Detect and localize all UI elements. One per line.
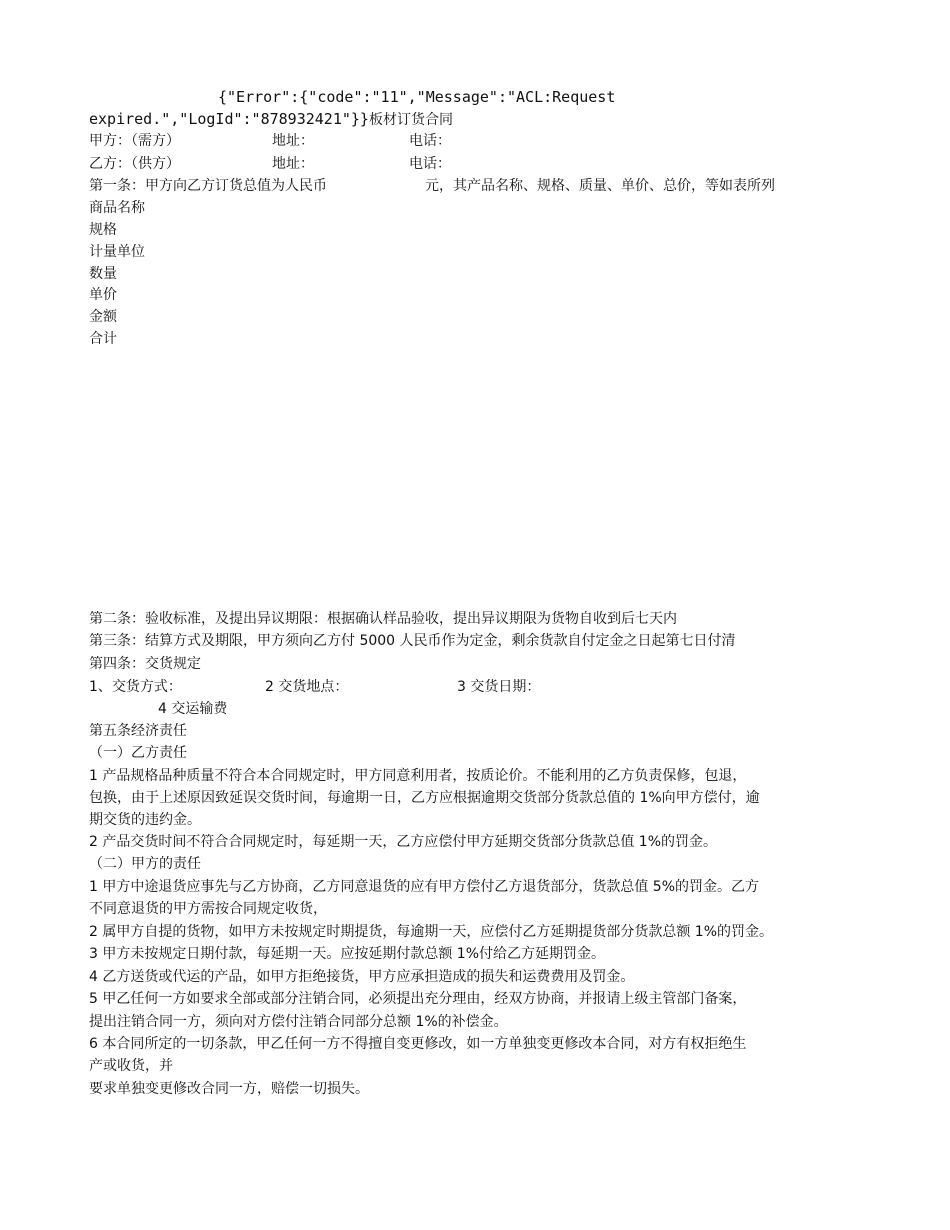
article1-rest: 元，其产品名称、规格、质量、单价、总价，等如表所列	[425, 178, 775, 194]
buyer-clause4: 4 乙方送货或代运的产品，如甲方拒绝接货，甲方应承担造成的损失和运费费用及罚金。	[89, 969, 635, 985]
party-a-label: 甲方：（需方）	[89, 133, 180, 149]
delivery-method: 1、交货方式：	[89, 679, 182, 695]
error-message-line2: expired.","LogId":"878932421"}}	[89, 110, 369, 128]
delivery-place: 2 交货地点：	[265, 679, 349, 695]
article5-title: 第五条经济责任	[89, 723, 187, 739]
error-message-line1: {"Error":{"code":"11","Message":"ACL:Request	[218, 88, 616, 106]
party-b-label: 乙方：（供方）	[89, 156, 180, 172]
article2: 第二条：验收标准，及提出异议期限：根据确认样品验收，提出异议期限为货物自收到后七天内	[89, 611, 677, 627]
document-title: 板材订货合同	[368, 112, 453, 128]
party-b-phone: 电话：	[409, 156, 451, 172]
buyer-clause2: 2 属甲方自提的货物，如甲方未按规定时期提货，每逾期一天，应偿付乙方延期提货部分货款总额 1%的罚金。	[89, 924, 774, 940]
table-header-spec: 规格	[89, 222, 117, 238]
table-header-unit-price: 单价	[89, 287, 117, 303]
article4-title: 第四条：交货规定	[89, 656, 201, 672]
shipping-fee: 4 交运输费	[158, 701, 228, 717]
table-header-product-name: 商品名称	[89, 200, 145, 216]
buyer-clause6-line1: 6 本合同所定的一切条款，甲乙任何一方不得擅自变更修改，如一方单独变更修改本合同，对方有权拒绝生	[89, 1036, 747, 1052]
article3: 第三条：结算方式及期限，甲方须向乙方付 5000 人民币作为定金，剩余货款自付定金之日起第七日付清	[89, 633, 736, 649]
supplier-clause1-line1: 1 产品规格品种质量不符合本合同规定时，甲方同意利用者，按质论价。不能利用的乙方负责保修，包退，	[89, 768, 747, 784]
supplier-clause1-line3: 期交货的违约金。	[89, 812, 201, 828]
title-line	[89, 110, 453, 129]
delivery-date: 3 交货日期：	[457, 679, 541, 695]
buyer-clause5-line1: 5 甲乙任何一方如要求全部或部分注销合同，必须提出充分理由，经双方协商，并报请上级主管部门备案，	[89, 991, 747, 1007]
supplier-clause2: 2 产品交货时间不符合合同规定时，每延期一天，乙方应偿付甲方延期交货部分货款总值 1%的罚金。	[89, 834, 718, 850]
supplier-responsibility-title: （一）乙方责任	[89, 745, 187, 761]
buyer-responsibility-title: （二）甲方的责任	[89, 856, 201, 872]
party-a-address: 地址：	[272, 133, 314, 149]
table-header-quantity: 数量	[89, 266, 117, 282]
supplier-clause1-line2: 包换，由于上述原因致延误交货时间，每逾期一日，乙方应根据逾期交货部分货款总值的 1%向甲方偿付，逾	[89, 790, 760, 806]
buyer-clause1-line2: 不同意退货的甲方需按合同规定收货，	[89, 901, 327, 917]
table-header-total: 合计	[89, 331, 117, 347]
article1-lead: 第一条：甲方向乙方订货总值为人民币	[89, 178, 327, 194]
buyer-clause5-line2: 提出注销合同一方，须向对方偿付注销合同部分总额 1%的补偿金。	[89, 1014, 508, 1030]
buyer-clause1-line1: 1 甲方中途退货应事先与乙方协商，乙方同意退货的应有甲方偿付乙方退货部分，货款总值 5%的罚金。乙方	[89, 879, 760, 895]
party-b-address: 地址：	[272, 156, 314, 172]
buyer-clause3: 3 甲方未按规定日期付款，每延期一天。应按延期付款总额 1%付给乙方延期罚金。	[89, 946, 606, 962]
table-header-unit: 计量单位	[89, 244, 145, 260]
buyer-clause6-line2: 产或收货，并	[89, 1058, 173, 1074]
party-a-phone: 电话：	[409, 133, 451, 149]
buyer-clause6-line3: 要求单独变更修改合同一方，赔偿一切损失。	[89, 1081, 369, 1097]
table-header-amount: 金额	[89, 309, 117, 325]
